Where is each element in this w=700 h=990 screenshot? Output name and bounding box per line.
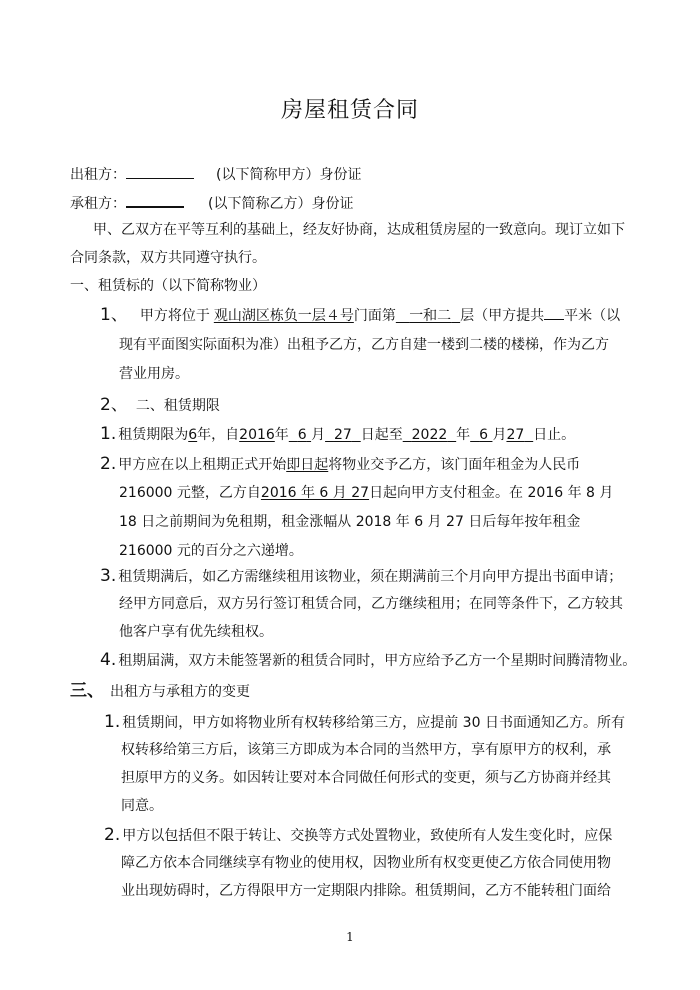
section3-item1-number: 1. [104, 712, 121, 732]
lease-years: 6 [188, 427, 198, 443]
term-item1: 1. 租赁期限为6年，自2016年 6 月 27 日起至 2022 年 6 月27 日止。 [100, 424, 576, 444]
section1-item1-text-d: 平米（以 [564, 308, 621, 324]
lessor-line [70, 164, 361, 185]
lessee-note: (以下简称乙方）身份证 [208, 196, 354, 212]
end-year: 2022 [411, 427, 448, 443]
term-item3-line3: 他客户享有优先续租权。 [119, 624, 273, 640]
section1-heading: 一、租赁标的（以下简称物业） [70, 278, 266, 294]
lessor-note: (以下简称甲方）身份证 [216, 167, 362, 183]
area-blank [544, 305, 564, 320]
lessee-label: 承租方： [70, 196, 126, 212]
section1-item1-line2: 现有平面图实际面积为准）出租予乙方，乙方自建一楼到二楼的楼梯，作为乙方 [119, 337, 609, 353]
section1-item1-text-b: 门面第 [353, 308, 396, 324]
section3-item2-line1: 2. 甲方以包括但不限于转让、交换等方式处置物业，致使所有人发生变化时，应保 [104, 825, 613, 845]
lessee-name-blank [126, 192, 184, 208]
page-number: 1 [346, 930, 354, 944]
term-item3-line1: 3. 租赁期满后，如乙方需继续租用该物业，须在期满前三个月向甲方提出书面申请； [100, 566, 623, 586]
lessor-label: 出租方： [70, 167, 126, 183]
section1-item2-number: 2、 [100, 395, 128, 415]
section1-item1-text-c: 层（甲方提共 [460, 308, 545, 324]
term-item4-number: 4. [100, 650, 117, 670]
intro-line-1: 甲、乙双方在平等互利的基础上，经友好协商，达成租赁房屋的一致意向。现订立如下 [93, 222, 625, 238]
end-day: 27 [506, 427, 525, 443]
section3-item1-line3: 担原甲方的义务。如因转让要对本合同做任何形式的变更，须与乙方协商并经其 [121, 770, 611, 786]
section3-title: 出租方与承租方的变更 [110, 684, 250, 700]
end-month: 6 [479, 427, 488, 443]
term-item1-number: 1. [100, 424, 117, 444]
section3-item2-line3: 业出现妨碍时，乙方得限甲方一定期限内排除。租赁期间，乙方不能转租门面给 [121, 883, 611, 899]
term-item2-line2: 216000 元整，乙方自2016 年 6 月 27日起向甲方支付租金。在 2016 年 8 月 [119, 485, 614, 501]
section3-item1-line4: 同意。 [121, 798, 163, 814]
property-location: 观山湖区栋负一层４号 [213, 308, 354, 324]
handover-timing: 即日起 [286, 457, 329, 473]
lessee-line [70, 192, 353, 214]
rented-floors: 一和二 [409, 308, 452, 324]
term-item3-number: 3. [100, 566, 117, 586]
section1-item1-text-a: 甲方将位于 [139, 308, 210, 324]
section3-number: 三、 [70, 681, 104, 701]
start-day: 27 [333, 427, 352, 443]
section3-heading [70, 681, 250, 702]
start-month: 6 [297, 427, 307, 443]
contract-title: 房屋租赁合同 [280, 98, 419, 123]
term-item4: 4. 租期届满，双方未能签署新的租赁合同时，甲方应给予乙方一个星期时间腾清物业。 [100, 650, 637, 670]
section3-item1-line1: 1. 租赁期间，甲方如将物业所有权转移给第三方，应提前 30 日书面通知乙方。所有 [104, 712, 625, 732]
section3-item2-number: 2. [104, 825, 121, 845]
intro-line-2: 合同条款，双方共同遵守执行。 [70, 250, 266, 266]
section3-item2-line2: 障乙方依本合同继续享有物业的使用权，因物业所有权变更使乙方依合同使用物 [121, 855, 611, 871]
start-year: 2016 [239, 427, 275, 443]
section1-item2 [100, 395, 220, 416]
term-heading: 二、租赁期限 [135, 398, 220, 414]
lessor-name-blank [126, 164, 194, 179]
term-item2-line4: 216000 元的百分之六递增。 [119, 543, 303, 559]
rent-start-date: 2016 年 6 月 27 [260, 485, 370, 501]
term-item3-line2: 经甲方同意后，双方另行签订租赁合同，乙方继续租用；在同等条件下，乙方较其 [119, 596, 623, 612]
section3-item1-line2: 权转移给第三方后，该第三方即成为本合同的当然甲方，享有原甲方的权利，承 [121, 742, 611, 758]
section1-item1-line1 [100, 305, 620, 326]
term-item2-line1: 2. 甲方应在以上租期正式开始即日起将物业交予乙方，该门面年租金为人民币 [100, 454, 581, 474]
section1-item1-line3: 营业用房。 [119, 366, 189, 382]
section1-item1-number: 1、 [100, 305, 128, 325]
term-item2-line3: 18 日之前期间为免租期，租金涨幅从 2018 年 6 月 27 日后每年按年租金 [119, 514, 581, 530]
term-item2-number: 2. [100, 454, 117, 474]
